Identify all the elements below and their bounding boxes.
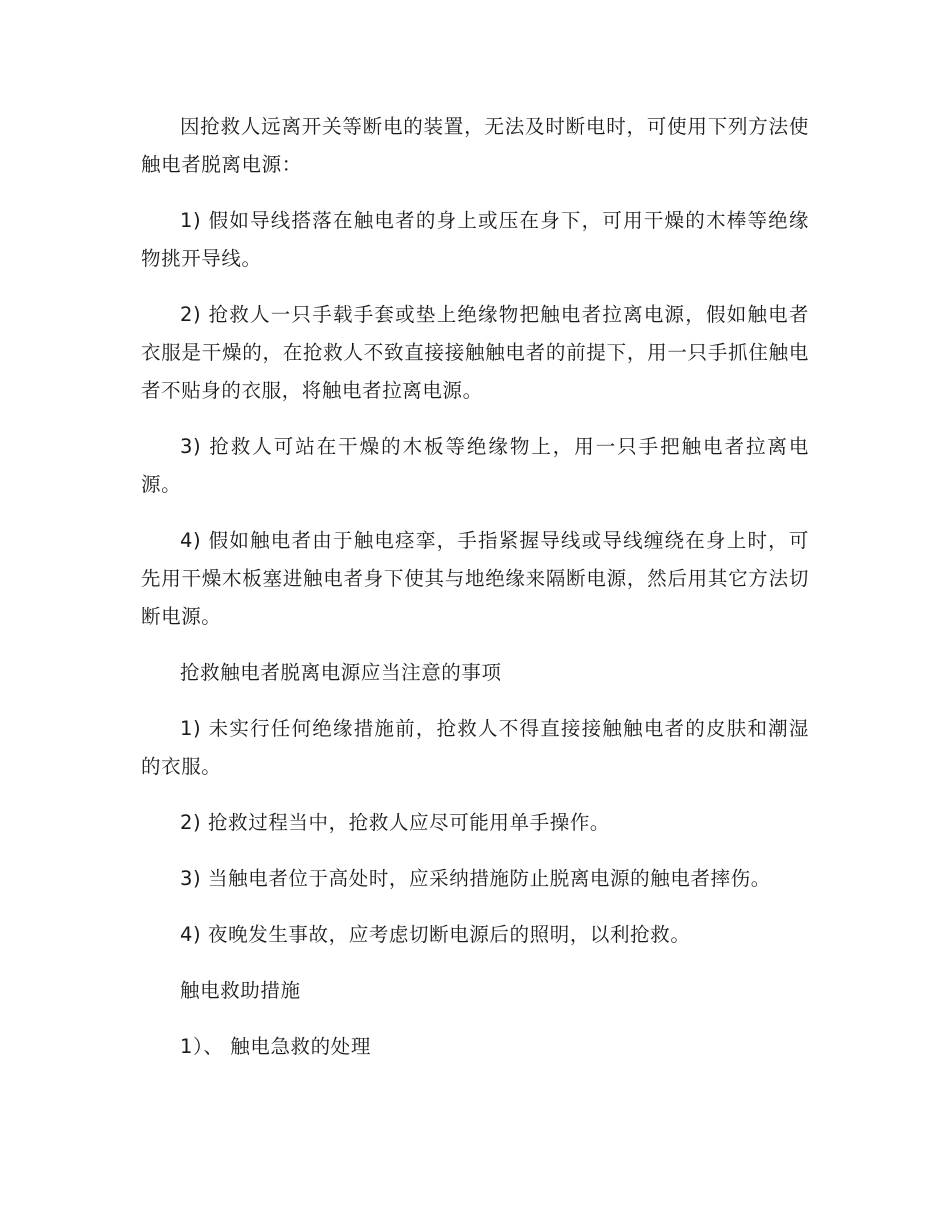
paragraph-method-1: 1) 假如导线搭落在触电者的身上或压在身下，可用干燥的木棒等绝缘物挑开导线。 (141, 209, 809, 270)
paragraph-method-2: 2) 抢救人一只手载手套或垫上绝缘物把触电者拉离电源，假如触电者衣服是干燥的，在抢救人不致直接接触触电者的前提下，用一只手抓住触电者不贴身的衣服，将触电者拉离电源。 (141, 303, 809, 402)
section-heading-precautions: 抢救触电者脱离电源应当注意的事项 (180, 661, 502, 684)
paragraph-intro: 因抢救人远离开关等断电的装置，无法及时断电时，可使用下列方法使触电者脱离电源： (141, 115, 809, 176)
paragraph-method-4: 4) 假如触电者由于触电痉挛，手指紧握导线或导线缠绕在身上时，可先用干燥木板塞进触电者身下使其与地绝缘来隔断电源，然后用其它方法切断电源。 (141, 529, 809, 628)
paragraph-precaution-4: 4) 夜晚发生事故，应考虑切断电源后的照明，以利抢救。 (180, 923, 691, 946)
paragraph-precaution-3: 3) 当触电者位于高处时，应采纳措施防止脱离电源的触电者摔伤。 (180, 867, 771, 890)
paragraph-method-3: 3) 抢救人可站在干燥的木板等绝缘物上，用一只手把触电者拉离电源。 (141, 435, 809, 496)
document-body (141, 108, 809, 1084)
paragraph-precaution-2: 2) 抢救过程当中，抢救人应尽可能用单手操作。 (180, 811, 611, 834)
section-heading-rescue-measures: 触电救助措施 (180, 979, 301, 1002)
paragraph-precaution-1: 1) 未实行任何绝缘措施前，抢救人不得直接接触触电者的皮肤和潮湿的衣服。 (141, 717, 809, 778)
subheading-first-aid: 1）、 触电急救的处理 (180, 1035, 371, 1058)
